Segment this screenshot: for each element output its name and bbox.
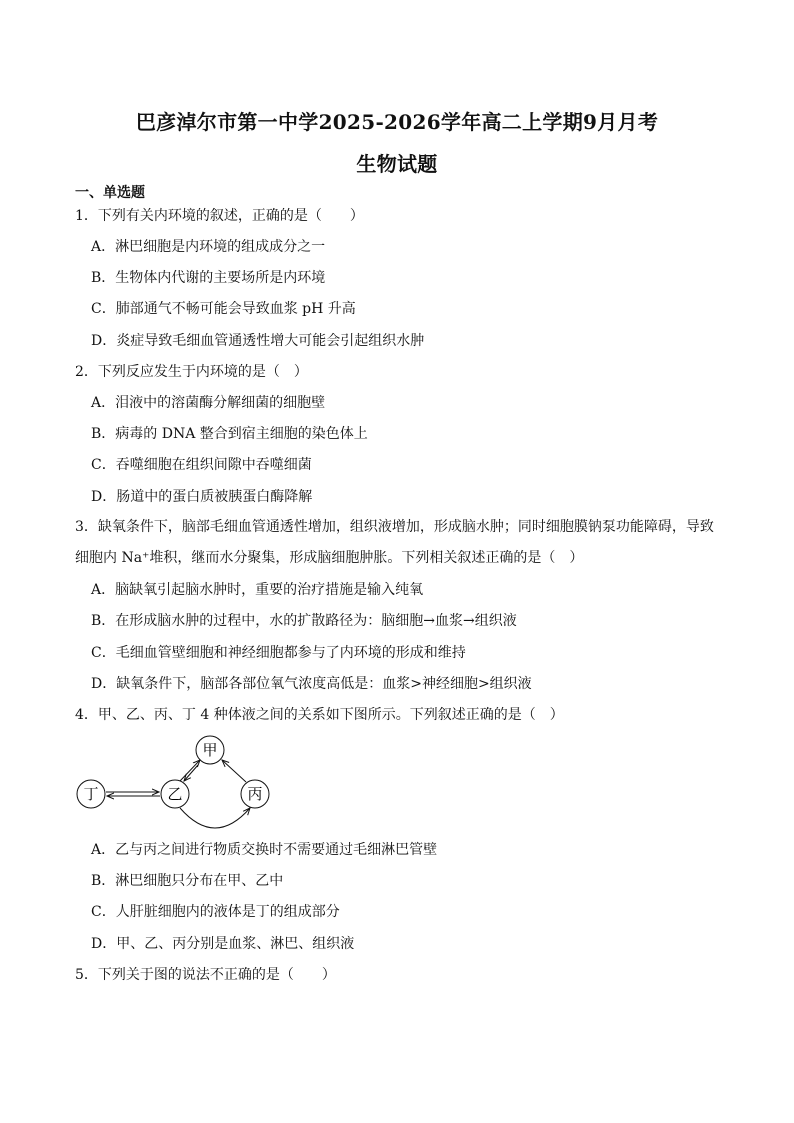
question-3-option-c: C．毛细血管壁细胞和神经细胞都参与了内环境的形成和维持: [91, 645, 466, 661]
section-heading: 一、单选题: [75, 185, 145, 201]
question-3-option-d: D．缺氧条件下，脑部各部位氧气浓度高低是：血浆>神经细胞>组织液: [91, 676, 532, 692]
arrow-bing-to-jia: [222, 760, 246, 782]
node-label-jia: 甲: [202, 741, 218, 759]
question-2-option-b: B．病毒的 DNA 整合到宿主细胞的染色体上: [91, 426, 368, 442]
arrow-yi-to-jia: [180, 760, 200, 781]
question-4-option-d: D．甲、乙、丙分别是血浆、淋巴、组织液: [91, 936, 355, 952]
question-1-stem: 1．下列有关内环境的叙述，正确的是（ ）: [75, 208, 364, 224]
question-2-stem: 2．下列反应发生于内环境的是（ ）: [75, 364, 308, 380]
question-4-stem: 4．甲、乙、丙、丁 4 种体液之间的关系如下图所示。下列叙述正确的是（ ）: [75, 707, 564, 723]
question-5-stem: 5．下列关于图的说法不正确的是（ ）: [75, 967, 336, 983]
node-label-ding: 丁: [83, 785, 99, 803]
question-4-option-b: B．淋巴细胞只分布在甲、乙中: [91, 873, 284, 889]
arrow-yi-to-bing: [180, 808, 250, 828]
question-3-stem: 3．缺氧条件下，脑部毛细血管通透性增加，组织液增加，形成脑水肿；同时细胞膜钠泵功能障碍，导致细胞内 Na⁺堆积，继而水分聚集，形成脑细胞肿胀。下列相关叙述正确的是（ ）: [75, 519, 714, 566]
question-1-option-c: C．肺部通气不畅可能会导致血浆 pH 升高: [91, 301, 356, 317]
question-3-option-b: B．在形成脑水肿的过程中，水的扩散路径为：脑细胞→血浆→组织液: [91, 613, 517, 629]
arrow-jia-to-yi: [184, 765, 198, 781]
question-1-option-b: B．生物体内代谢的主要场所是内环境: [91, 270, 326, 286]
question-4-option-a: A．乙与丙之间进行物质交换时不需要通过毛细淋巴管壁: [91, 842, 438, 858]
question-4-option-c: C．人肝脏细胞内的液体是丁的组成部分: [91, 904, 340, 920]
question-2-option-d: D．肠道中的蛋白质被胰蛋白酶降解: [91, 489, 313, 505]
page-title: 巴彦淖尔市第一中学2025-2026学年高二上学期9月月考: [135, 110, 659, 134]
page-subtitle: 生物试题: [356, 152, 438, 176]
node-label-yi: 乙: [167, 785, 183, 803]
question-1-option-a: A．淋巴细胞是内环境的组成成分之一: [91, 239, 326, 255]
question-1-option-d: D．炎症导致毛细血管通透性增大可能会引起组织水肿: [91, 333, 425, 349]
node-label-bing: 丙: [247, 785, 263, 803]
question-2-option-a: A．泪液中的溶菌酶分解细菌的细胞壁: [91, 395, 326, 411]
question-3-option-a: A．脑缺氧引起脑水肿时，重要的治疗措施是输入纯氧: [91, 582, 424, 598]
question-2-option-c: C．吞噬细胞在组织间隙中吞噬细菌: [91, 457, 312, 473]
body-fluid-diagram: [70, 730, 280, 834]
